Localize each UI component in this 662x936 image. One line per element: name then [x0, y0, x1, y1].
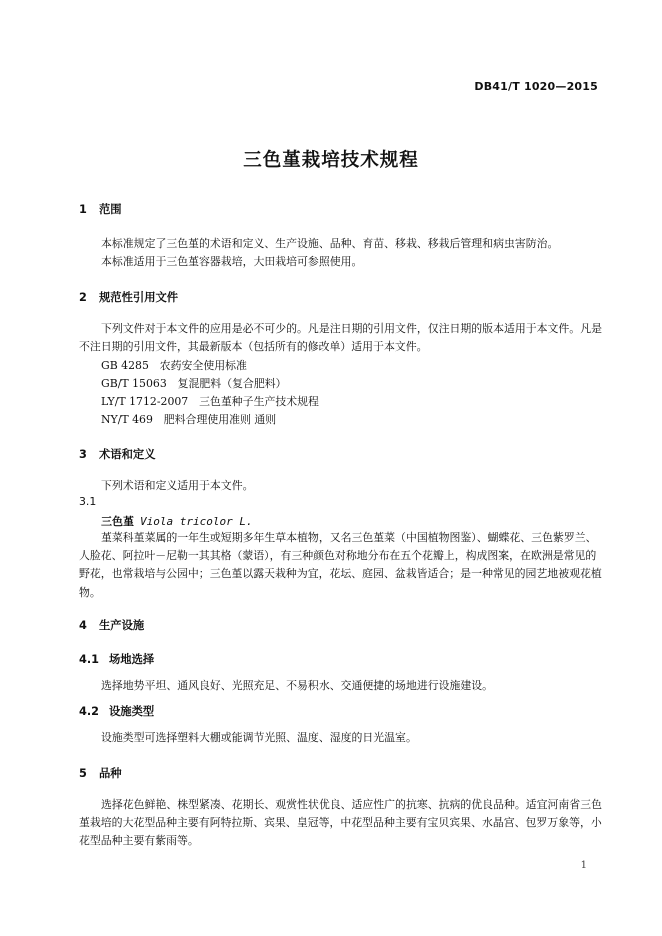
- document-title: 三色堇栽培技术规程: [243, 150, 419, 171]
- section-3-heading: [79, 446, 156, 462]
- paragraph: 下列术语和定义适用于本文件。: [101, 479, 254, 492]
- section-title: 生产设施: [99, 619, 145, 632]
- subsection-title: 场地选择: [109, 653, 155, 666]
- section-number: 5: [79, 767, 87, 780]
- page-number: 1: [580, 860, 587, 871]
- paragraph: 下列文件对于本文件的应用是必不可少的。凡是注日期的引用文件，仅注日期的版本适用于本文件。凡是不注日期的引用文件，其最新版本（包括所有的修改单）适用于本文件。: [79, 322, 602, 354]
- term-number: 3.1: [79, 495, 97, 508]
- paragraph: 选择地势平坦、通风良好、光照充足、不易积水、交通便捷的场地进行设施建设。: [101, 679, 494, 692]
- section-title: 术语和定义: [99, 448, 156, 461]
- subsection-number: 4.1: [79, 653, 100, 666]
- section-title: 规范性引用文件: [99, 291, 179, 304]
- reference-item: NY/T 469 肥料合理使用准则 通则: [101, 413, 277, 426]
- section-title: 品种: [99, 767, 122, 780]
- standard-code: DB41/T 1020—2015: [474, 80, 598, 93]
- section-title: 范围: [99, 203, 122, 216]
- term-name: 三色堇: [101, 515, 134, 528]
- paragraph: 设施类型可选择塑料大棚或能调节光照、温度、湿度的日光温室。: [101, 731, 417, 744]
- paragraph: 本标准规定了三色堇的术语和定义、生产设施、品种、育苗、移栽、移栽后管理和病虫害防治。: [101, 237, 559, 250]
- paragraph: 本标准适用于三色堇容器栽培，大田栽培可参照使用。: [101, 255, 363, 268]
- subsection-4-1-heading: [79, 651, 154, 667]
- term-entry: [101, 513, 253, 529]
- section-number: 1: [79, 203, 87, 216]
- term-latin-name: Viola tricolor L.: [140, 515, 253, 528]
- reference-item: GB 4285 农药安全使用标准: [101, 359, 247, 372]
- section-number: 4: [79, 619, 87, 632]
- subsection-number: 4.2: [79, 705, 100, 718]
- section-number: 3: [79, 448, 87, 461]
- section-4-heading: [79, 617, 144, 633]
- term-definition: 堇菜科堇菜属的一年生或短期多年生草本植物，又名三色堇菜（中国植物图鉴）、蝴蝶花、三色紫罗兰、人脸花、阿拉叶－尼勒一其其格（蒙语），有三种颜色对称地分布在五个花瓣上，构成图案，在欧洲是常见的野花，也常栽培与公园中；三色堇以露天栽种为宜，花坛、庭园、盆栽皆适合；是一种常见的园艺地被观花植物。: [79, 531, 602, 599]
- paragraph: 选择花色鲜艳、株型紧凑、花期长、观赏性状优良、适应性广的抗寒、抗病的优良品种。适宜河南省三色堇栽培的大花型品种主要有阿特拉斯、宾果、皇冠等，中花型品种主要有宝贝宾果、水晶宫、包罗万象等，小花型品种主要有紫雨等。: [79, 798, 602, 848]
- reference-item: LY/T 1712-2007 三色堇种子生产技术规程: [101, 395, 319, 408]
- reference-item: GB/T 15063 复混肥料（复合肥料）: [101, 377, 287, 390]
- section-2-heading: [79, 289, 178, 305]
- subsection-title: 设施类型: [109, 705, 155, 718]
- section-1-heading: [79, 201, 122, 217]
- section-number: 2: [79, 291, 87, 304]
- subsection-4-2-heading: [79, 703, 154, 719]
- section-5-heading: [79, 765, 122, 781]
